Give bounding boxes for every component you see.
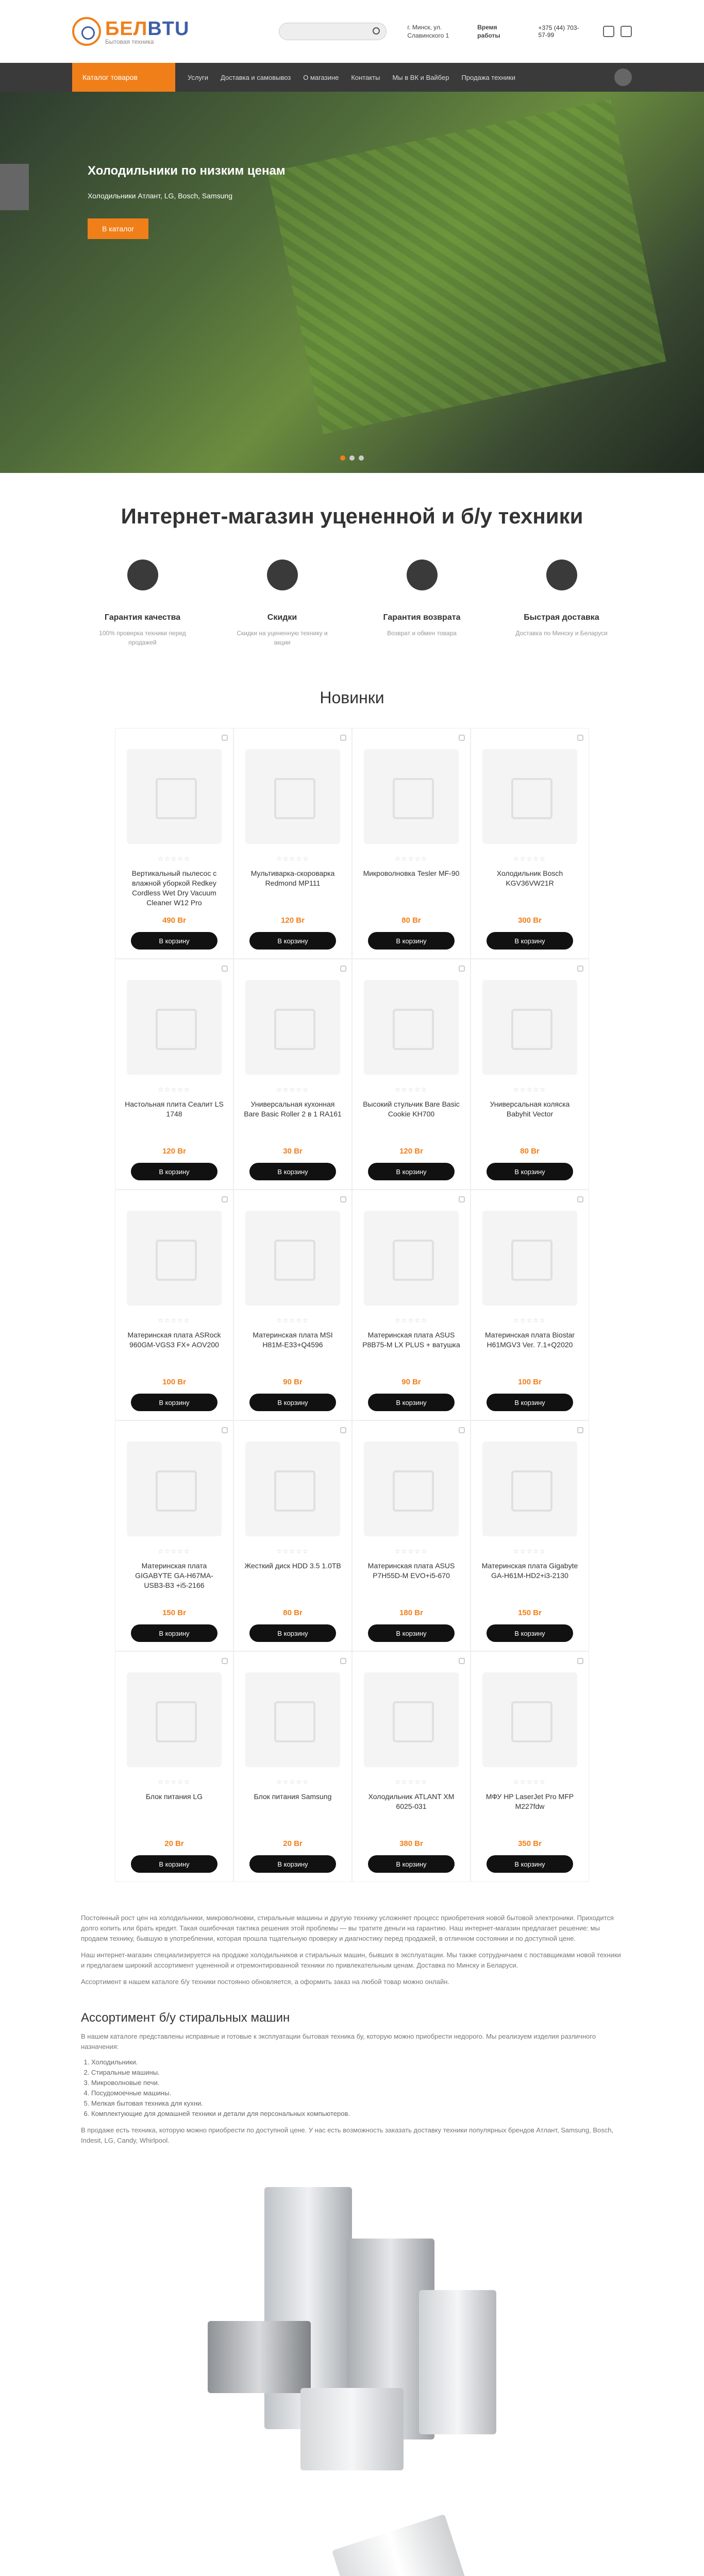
product-price: 180 Br: [399, 1608, 423, 1617]
cart-button-label: В корзину: [396, 937, 427, 945]
product-image-placeholder-icon[interactable]: [127, 1672, 222, 1767]
page-title: Интернет-магазин уцененной и б/у техники: [121, 504, 583, 528]
product-image-placeholder-icon[interactable]: [482, 749, 577, 844]
cart-icon[interactable]: [621, 26, 632, 37]
product-image-placeholder-icon[interactable]: [127, 1442, 222, 1536]
hero-button[interactable]: В каталог: [88, 218, 148, 239]
product-card[interactable]: [352, 959, 471, 1190]
product-image-placeholder-icon[interactable]: [364, 1211, 459, 1306]
product-name[interactable]: Универсальная коляска Babyhit Vector: [490, 1100, 570, 1118]
product-image-placeholder-icon[interactable]: [245, 1672, 340, 1767]
add-to-cart-button[interactable]: [131, 1855, 217, 1873]
feature-text: Доставка по Минску и Беларуси: [515, 630, 608, 637]
product-card[interactable]: [233, 1420, 352, 1651]
add-to-cart-button[interactable]: [368, 1163, 455, 1180]
product-price: 80 Br: [401, 916, 421, 925]
side-cart-widget[interactable]: [0, 164, 29, 210]
rating-stars: ☆☆☆☆☆: [158, 1548, 191, 1555]
add-to-cart-button[interactable]: [487, 1855, 573, 1873]
product-price: 100 Br: [518, 1378, 542, 1386]
cart-button-label: В корзину: [159, 1860, 190, 1868]
product-card[interactable]: [115, 728, 233, 959]
cart-button-label: В корзину: [396, 1167, 427, 1176]
product-image-placeholder-icon[interactable]: [364, 1442, 459, 1536]
add-to-cart-button[interactable]: [368, 1855, 455, 1873]
wishlist-icon[interactable]: [459, 735, 465, 741]
assortment-title: Ассортимент б/у стиральных машин: [81, 2011, 290, 2025]
product-name[interactable]: Блок питания Samsung: [254, 1792, 332, 1801]
product-image-placeholder-icon[interactable]: [364, 749, 459, 844]
hero-banner: [0, 92, 704, 473]
slider-dot[interactable]: [349, 455, 355, 461]
product-name[interactable]: Материнская плата ASUS P8B75-M LX PLUS + ватушка: [362, 1331, 460, 1349]
cart-button-label: В корзину: [514, 937, 545, 945]
list-item: 3. Микроволновые печи.: [91, 2078, 623, 2088]
discount-tag-icon: [267, 560, 298, 590]
cart-button-label: В корзину: [514, 1398, 545, 1406]
add-to-cart-button[interactable]: [487, 932, 573, 950]
product-name[interactable]: Материнская плата GIGABYTE GA-H67MA-USB3-B3 +i5-2166: [135, 1562, 213, 1589]
feature-item: [352, 560, 492, 647]
wishlist-icon[interactable]: [340, 1427, 346, 1433]
add-to-cart-button[interactable]: [131, 932, 217, 950]
product-image-placeholder-icon[interactable]: [245, 1442, 340, 1536]
wishlist-icon[interactable]: [459, 1427, 465, 1433]
cart-button-label: В корзину: [396, 1398, 427, 1406]
add-to-cart-button[interactable]: [487, 1624, 573, 1642]
hero-content: [88, 164, 286, 239]
product-image-placeholder-icon[interactable]: [482, 1672, 577, 1767]
nav-item[interactable]: О магазине: [303, 73, 339, 81]
product-image-placeholder-icon[interactable]: [127, 980, 222, 1075]
search-input[interactable]: [279, 23, 387, 40]
product-card[interactable]: [233, 1190, 352, 1420]
header-hours[interactable]: Время работы: [477, 24, 500, 39]
rating-stars: ☆☆☆☆☆: [395, 1548, 428, 1555]
product-price: 120 Br: [399, 1147, 423, 1156]
money-return-icon: [407, 560, 438, 590]
logo-main: БЕЛ: [105, 18, 148, 40]
add-to-cart-button[interactable]: [249, 1163, 336, 1180]
rating-stars: ☆☆☆☆☆: [513, 1317, 546, 1324]
nav-item[interactable]: Мы в ВК и Вайбер: [392, 73, 449, 81]
product-price: 350 Br: [518, 1839, 542, 1848]
hero-subtitle: Холодильники Атлант, LG, Bosch, Samsung: [88, 192, 233, 200]
cart-button-label: В корзину: [277, 1167, 308, 1176]
product-price: 150 Br: [162, 1608, 186, 1617]
product-card[interactable]: [233, 959, 352, 1190]
catalog-button[interactable]: Каталог товаров: [72, 63, 175, 92]
product-name[interactable]: Блок питания LG: [145, 1792, 203, 1801]
assortment-after: В продаже есть техника, которую можно приобрести по доступной цене. У нас есть возможность заказать доставку техники популярных брендов Атлант, Samsung, Bosch, Indesit, LG, Candy, Whirlpool.: [81, 2126, 614, 2144]
product-price: 20 Br: [164, 1839, 184, 1848]
add-to-cart-button[interactable]: [131, 1624, 217, 1642]
rating-stars: ☆☆☆☆☆: [395, 1086, 428, 1093]
header-address: г. Минск, ул. Славинского 1: [407, 24, 449, 39]
user-icon[interactable]: [603, 26, 614, 37]
product-price: 20 Br: [283, 1839, 303, 1848]
delivery-truck-icon: [546, 560, 577, 590]
add-to-cart-button[interactable]: [249, 1624, 336, 1642]
wishlist-icon[interactable]: [340, 735, 346, 741]
rating-stars: ☆☆☆☆☆: [158, 855, 191, 862]
cart-button-label: В корзину: [396, 1860, 427, 1868]
add-to-cart-button[interactable]: [368, 1624, 455, 1642]
product-image-placeholder-icon[interactable]: [482, 980, 577, 1075]
add-to-cart-button[interactable]: [368, 932, 455, 950]
cart-button-label: В корзину: [277, 1860, 308, 1868]
product-image-placeholder-icon[interactable]: [482, 1211, 577, 1306]
wishlist-icon[interactable]: [577, 1658, 583, 1664]
product-price: 90 Br: [283, 1378, 303, 1386]
product-card[interactable]: [115, 959, 233, 1190]
feature-title: Быстрая доставка: [524, 613, 599, 622]
wishlist-icon[interactable]: [577, 735, 583, 741]
product-card[interactable]: [471, 959, 589, 1190]
list-item: 1. Холодильники.: [91, 2057, 623, 2067]
product-image-placeholder-icon[interactable]: [127, 749, 222, 844]
add-to-cart-button[interactable]: [368, 1394, 455, 1411]
product-name[interactable]: Жесткий диск HDD 3.5 1.0TB: [244, 1562, 341, 1570]
feature-text: Скидки на уцененную технику и акции: [237, 630, 328, 646]
product-price: 300 Br: [518, 916, 542, 925]
rating-stars: ☆☆☆☆☆: [513, 1548, 546, 1555]
rating-stars: ☆☆☆☆☆: [276, 855, 309, 862]
product-card[interactable]: [352, 728, 471, 959]
rating-stars: ☆☆☆☆☆: [158, 1778, 191, 1786]
cart-button-label: В корзину: [159, 1398, 190, 1406]
product-price: 380 Br: [399, 1839, 423, 1848]
product-price: 80 Br: [283, 1608, 303, 1617]
product-name[interactable]: Материнская плата Gigabyte GA-H61M-HD2+i3-2130: [481, 1562, 578, 1580]
add-to-cart-button[interactable]: [249, 1394, 336, 1411]
rating-stars: ☆☆☆☆☆: [513, 1086, 546, 1093]
rating-stars: ☆☆☆☆☆: [395, 1317, 428, 1324]
wishlist-icon[interactable]: [222, 735, 228, 741]
cart-button-label: В корзину: [396, 1629, 427, 1637]
product-image-placeholder-icon[interactable]: [245, 1211, 340, 1306]
rating-stars: ☆☆☆☆☆: [513, 1778, 546, 1786]
feature-title: Гарантия качества: [104, 613, 181, 622]
intro-paragraph: Постоянный рост цен на холодильники, микроволновки, стиральные машины и другую технику усложняет процесс приобретения новой бытовой электроники. Приходится долго копить или брать кредит. Такая ошибочная тактика решения этой проблемы — вы тратите деньги на гарантию. Наш интернет-магазин предлагает решение: мы продаем технику, бывшую в употреблении, которая прошла тщательную проверку и диагностику перед продажей, в отличном состоянии и по доступной цене.: [81, 1914, 614, 1942]
product-name[interactable]: Микроволновка Tesler MF-90: [363, 869, 460, 877]
assortment-list: [81, 2057, 623, 2119]
product-name[interactable]: Универсальная кухонная Bare Basic Roller 2 в 1 RA161: [244, 1100, 342, 1118]
product-image-placeholder-icon[interactable]: [245, 980, 340, 1075]
wishlist-icon[interactable]: [459, 1658, 465, 1664]
product-name[interactable]: Материнская плата ASUS P7H55D-M EVO+i5-670: [367, 1562, 455, 1580]
cart-button-label: В корзину: [277, 1629, 308, 1637]
product-name[interactable]: Холодильник Bosch KGV36VW21R: [496, 869, 563, 887]
product-card[interactable]: [471, 1190, 589, 1420]
rating-stars: ☆☆☆☆☆: [513, 855, 546, 862]
product-name[interactable]: Настольная плита Сеалит LS 1748: [125, 1100, 224, 1118]
list-item: 6. Комплектующие для домашней техники и детали для персональных компьютеров.: [91, 2109, 623, 2119]
product-price: 490 Br: [162, 916, 186, 925]
product-card[interactable]: [352, 1190, 471, 1420]
slider-dots[interactable]: [340, 455, 364, 461]
rating-stars: ☆☆☆☆☆: [395, 855, 428, 862]
list-item: 4. Посудомоечные машины.: [91, 2088, 623, 2098]
product-image-placeholder-icon[interactable]: [245, 749, 340, 844]
feature-item: [212, 560, 352, 647]
product-card[interactable]: [352, 1420, 471, 1651]
assortment-lead: В нашем каталоге представлены исправные и готовые к эксплуатации бытовая техника бу, которую можно приобрести недорого. Мы реализуем изделия различного назначения:: [81, 2032, 596, 2050]
account-icon[interactable]: [614, 69, 632, 86]
header-phone[interactable]: +375 (44) 703-57-99: [538, 24, 579, 39]
add-to-cart-button[interactable]: [131, 1394, 217, 1411]
add-to-cart-button[interactable]: [487, 1394, 573, 1411]
logo[interactable]: [72, 17, 207, 46]
search-icon[interactable]: [373, 27, 380, 35]
product-card[interactable]: [471, 728, 589, 959]
appliances-image: [177, 2172, 527, 2491]
nav-item[interactable]: Доставка и самовывоз: [220, 73, 291, 81]
feature-text: 100% проверка техники перед продажей: [99, 630, 186, 646]
product-price: 30 Br: [283, 1147, 303, 1156]
product-card[interactable]: [352, 1651, 471, 1882]
product-card[interactable]: [115, 1190, 233, 1420]
cart-button-label: В корзину: [277, 1398, 308, 1406]
product-price: 90 Br: [401, 1378, 421, 1386]
cart-button-label: В корзину: [159, 1167, 190, 1176]
product-image-placeholder-icon[interactable]: [364, 1672, 459, 1767]
nav-item[interactable]: Услуги: [188, 73, 208, 81]
product-image-placeholder-icon[interactable]: [127, 1211, 222, 1306]
cart-button-label: В корзину: [159, 1629, 190, 1637]
cart-button-label: В корзину: [159, 937, 190, 945]
product-price: 120 Br: [162, 1147, 186, 1156]
add-to-cart-button[interactable]: [249, 932, 336, 950]
rating-stars: ☆☆☆☆☆: [276, 1548, 309, 1555]
feature-item: [73, 560, 212, 647]
wishlist-icon[interactable]: [222, 1196, 228, 1202]
wishlist-icon[interactable]: [222, 965, 228, 972]
product-name[interactable]: Материнская плата Biostar H61MGV3 Ver. 7.1+Q2020: [484, 1331, 575, 1349]
feature-title: Скидки: [267, 613, 297, 622]
product-price: 100 Br: [162, 1378, 186, 1386]
rating-stars: ☆☆☆☆☆: [158, 1086, 191, 1093]
main-nav: [0, 63, 704, 92]
intro-paragraph: Наш интернет-магазин специализируется на продаже холодильников и стиральных машин, бывших в эксплуатации. Мы также сотрудничаем с поставщиками новой техники и предлагаем широкий ассортимент уцененной и отремонтированной техники по привлекательным ценам. Доставка по Минску и Беларуси.: [81, 1951, 621, 1969]
intro-text: [81, 1913, 623, 1987]
intro-paragraph: Ассортимент в нашем каталоге б/у техники постоянно обновляется, а оформить заказ на любой товар можно онлайн.: [81, 1978, 450, 1986]
cart-button-label: В корзину: [514, 1629, 545, 1637]
product-name[interactable]: Материнская плата MSI H81M-E33+Q4596: [253, 1331, 333, 1349]
product-name[interactable]: Материнская плата ASRock 960GM-VGS3 FX+ AOV200: [127, 1331, 221, 1349]
wishlist-icon[interactable]: [459, 1196, 465, 1202]
list-item: 2. Стиральные машины.: [91, 2067, 623, 2078]
add-to-cart-button[interactable]: [487, 1163, 573, 1180]
wishlist-icon[interactable]: [340, 965, 346, 972]
add-to-cart-button[interactable]: [249, 1855, 336, 1873]
product-card[interactable]: [115, 1651, 233, 1882]
rating-stars: ☆☆☆☆☆: [276, 1086, 309, 1093]
product-name[interactable]: МФУ HP LaserJet Pro MFP M227fdw: [485, 1792, 574, 1810]
features: [0, 560, 704, 647]
product-card[interactable]: [115, 1420, 233, 1651]
product-price: 80 Br: [520, 1147, 540, 1156]
wishlist-icon[interactable]: [577, 1196, 583, 1202]
product-image-placeholder-icon[interactable]: [364, 980, 459, 1075]
site-header: [0, 0, 704, 63]
delivery-image: [177, 2517, 527, 2576]
product-name[interactable]: Высокий стульчик Bare Basic Cookie KH700: [363, 1100, 460, 1118]
wishlist-icon[interactable]: [577, 965, 583, 972]
feature-title: Гарантия возврата: [383, 613, 461, 622]
product-card[interactable]: [471, 1651, 589, 1882]
wishlist-icon[interactable]: [222, 1427, 228, 1433]
feature-item: [492, 560, 631, 647]
feature-text: Возврат и обмен товара: [387, 630, 457, 637]
cart-button-label: В корзину: [514, 1860, 545, 1868]
logo-accent: BTU: [147, 18, 190, 40]
product-card[interactable]: [233, 1651, 352, 1882]
cart-button-label: В корзину: [514, 1167, 545, 1176]
rating-stars: ☆☆☆☆☆: [276, 1778, 309, 1786]
logo-subtitle: Бытовая техника: [105, 38, 154, 45]
section-title-new: Новинки: [320, 688, 384, 707]
cart-button-label: В корзину: [277, 937, 308, 945]
add-to-cart-button[interactable]: [131, 1163, 217, 1180]
product-price: 120 Br: [281, 916, 305, 925]
slider-dot[interactable]: [340, 455, 345, 461]
list-item: 5. Мелкая бытовая техника для кухни.: [91, 2098, 623, 2109]
product-image-placeholder-icon[interactable]: [482, 1442, 577, 1536]
logo-icon: [72, 17, 101, 46]
wishlist-icon[interactable]: [459, 965, 465, 972]
wishlist-icon[interactable]: [222, 1658, 228, 1664]
rating-stars: ☆☆☆☆☆: [158, 1317, 191, 1324]
product-price: 150 Br: [518, 1608, 542, 1617]
rating-stars: ☆☆☆☆☆: [395, 1778, 428, 1786]
product-grid: [115, 728, 589, 1882]
slider-dot[interactable]: [359, 455, 364, 461]
hero-title: Холодильники по низким ценам: [88, 164, 286, 178]
product-card[interactable]: [233, 728, 352, 959]
wishlist-icon[interactable]: [340, 1196, 346, 1202]
wishlist-icon[interactable]: [340, 1658, 346, 1664]
rating-stars: ☆☆☆☆☆: [276, 1317, 309, 1324]
product-name[interactable]: Холодильник ATLANT XM 6025-031: [368, 1792, 455, 1810]
product-name[interactable]: Мультиварка-скороварка Redmond MP111: [250, 869, 335, 887]
wishlist-icon[interactable]: [577, 1427, 583, 1433]
product-card[interactable]: [471, 1420, 589, 1651]
quality-icon: [127, 560, 158, 590]
product-name[interactable]: Вертикальный пылесос с влажной уборкой Redkey Cordless Wet Dry Vacuum Cleaner W12 Pro: [131, 869, 217, 907]
nav-item[interactable]: Продажа техники: [461, 73, 515, 81]
nav-item[interactable]: Контакты: [351, 73, 380, 81]
